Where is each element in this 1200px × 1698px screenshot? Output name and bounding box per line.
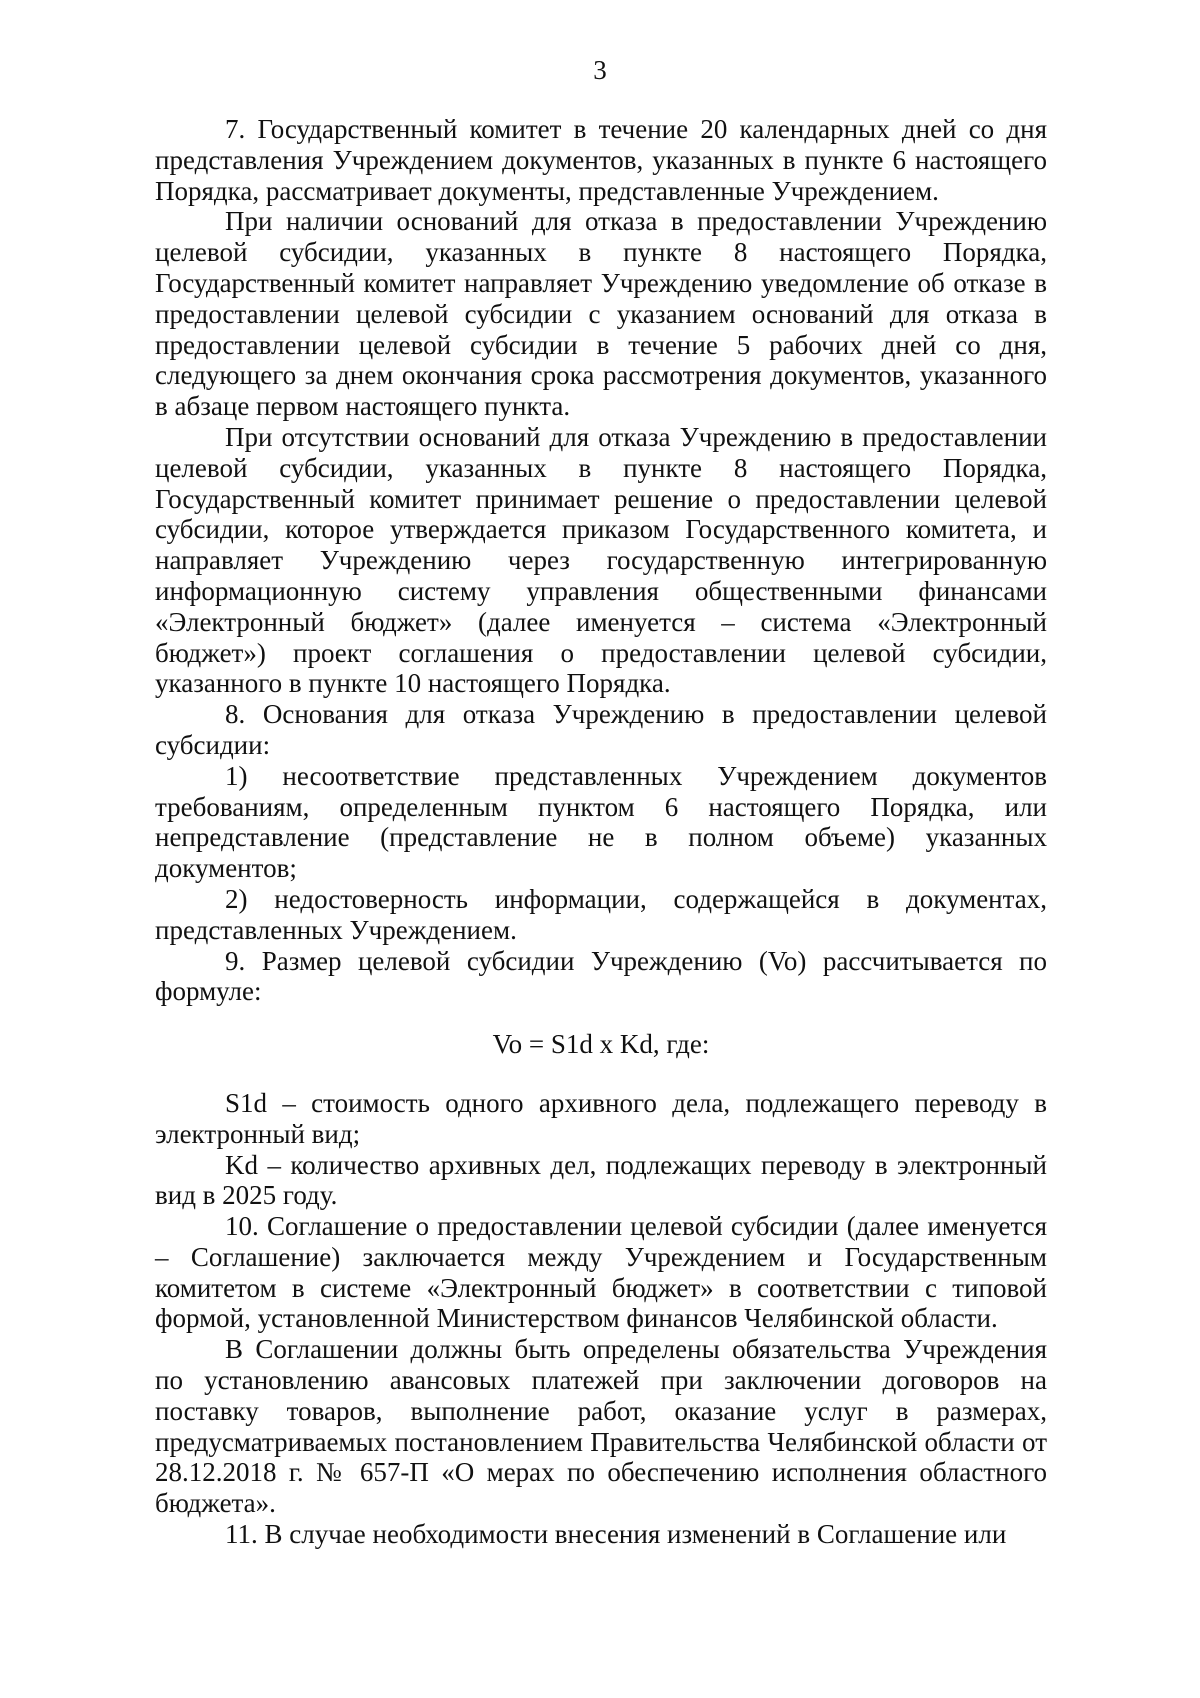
page-number: 3	[593, 55, 607, 85]
paragraph-agreement-obligations: В Соглашении должны быть определены обязательства Учреждения по установлению авансовых платежей при заключении договоров на поставку товаров, выполнение работ, оказание услуг в размерах, предусматриваемых постановлением Правительства Челябинской области от 28.12.2018 г. № 657-П «О мерах по обеспечению исполнения областного бюджета».	[155, 1334, 1047, 1519]
subsidy-formula: Vo = S1d x Kd, где:	[492, 1029, 710, 1060]
paragraph-refusal-grounds-present: При наличии оснований для отказа в предоставлении Учреждению целевой субсидии, указанных в пункте 8 настоящего Порядка, Государственный комитет направляет Учреждению уведомление об отказе в предоставлении целевой субсидии с указанием оснований для отказа в предоставлении целевой субсидии в течение 5 рабочих дней со дня, следующего за днем окончания срока рассмотрения документов, указанного в абзаце первом настоящего пункта.	[155, 206, 1047, 422]
paragraph-7: 7. Государственный комитет в течение 20 календарных дней со дня представления Учреждением документов, указанных в пункте 6 настоящего Порядка, рассматривает документы, представленные Учреждением.	[155, 114, 1047, 206]
paragraph-9: 9. Размер целевой субсидии Учреждению (Vo) рассчитывается по формуле:	[155, 945, 1047, 1007]
paragraph-10: 10. Соглашение о предоставлении целевой субсидии (далее именуется – Соглашение) заключается между Учреждением и Государственным комитетом в системе «Электронный бюджет» в соответствии с типовой формой, установленной Министерством финансов Челябинской области.	[155, 1211, 1047, 1334]
document-body	[155, 114, 1047, 1550]
formula-definition-kd: Kd – количество архивных дел, подлежащих переводу в электронный вид в 2025 году.	[155, 1149, 1047, 1211]
paragraph-refusal-grounds-absent: При отсутствии оснований для отказа Учреждению в предоставлении целевой субсидии, указанных в пункте 8 настоящего Порядка, Государственный комитет принимает решение о предоставлении целевой субсидии, которое утверждается приказом Государственного комитета, и направляет Учреждению через государственную интегрированную информационную систему управления общественными финансами «Электронный бюджет» (далее именуется – система «Электронный бюджет») проект соглашения о предоставлении целевой субсидии, указанного в пункте 10 настоящего Порядка.	[155, 421, 1047, 699]
list-item-8-1: 1) несоответствие представленных Учреждением документов требованиям, определенным пунктом 6 настоящего Порядка, или непредставление (представление не в полном объеме) указанных документов;	[155, 760, 1047, 884]
list-item-8-2: 2) недостоверность информации, содержащейся в документах, представленных Учреждением.	[155, 883, 1047, 945]
paragraph-11: 11. В случае необходимости внесения изменений в Соглашение или	[225, 1519, 1007, 1550]
paragraph-8: 8. Основания для отказа Учреждению в предоставлении целевой субсидии:	[155, 699, 1047, 760]
formula-definition-s1d: S1d – стоимость одного архивного дела, подлежащего переводу в электронный вид;	[155, 1087, 1047, 1149]
